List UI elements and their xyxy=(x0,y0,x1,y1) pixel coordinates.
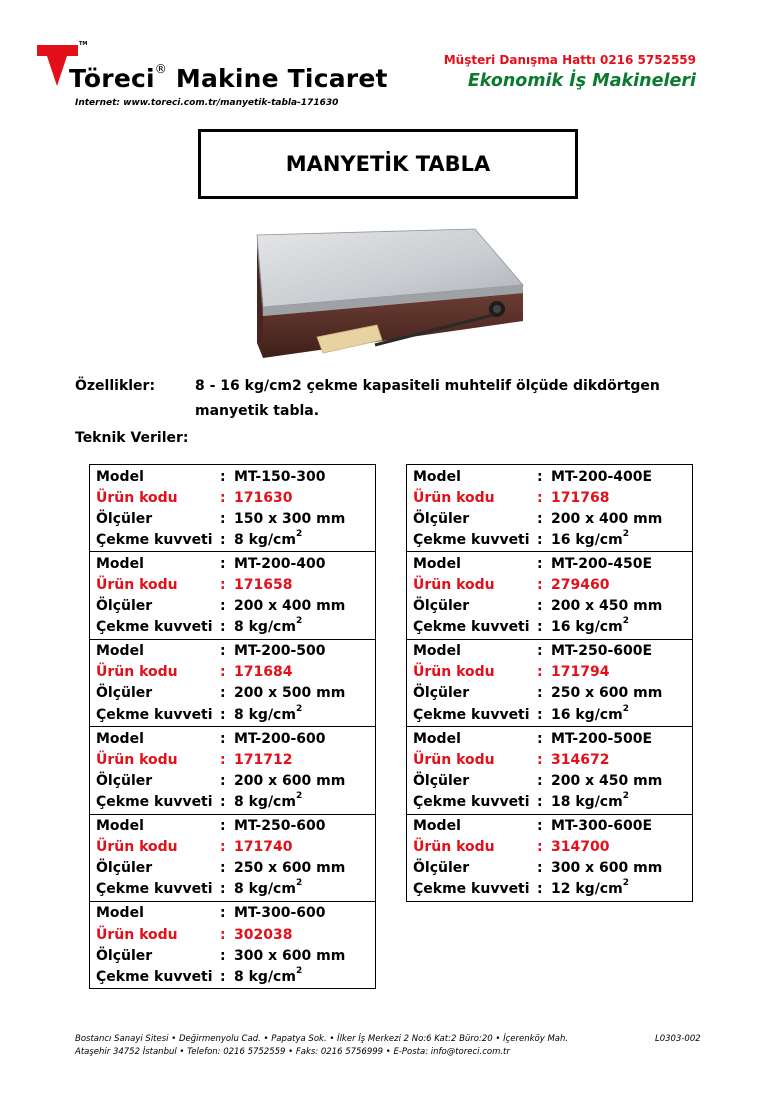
spec-value xyxy=(234,703,375,723)
spec-value xyxy=(234,731,375,747)
unit-superscript: 2 xyxy=(622,616,629,627)
spec-colon: : xyxy=(537,468,543,485)
spec-value xyxy=(551,773,692,789)
logo-t-bar xyxy=(37,45,78,56)
spec-row xyxy=(96,879,375,900)
spec-value xyxy=(551,839,692,855)
spec-label: Ölçüler xyxy=(96,510,153,527)
spec-value xyxy=(234,878,375,898)
spec-row xyxy=(413,466,692,487)
spec-row xyxy=(413,816,692,837)
spec-colon: : xyxy=(537,860,543,877)
spec-colon: : xyxy=(220,772,226,789)
spec-value xyxy=(551,616,692,636)
spec-colon: : xyxy=(220,555,226,572)
spec-value xyxy=(551,818,692,834)
spec-row xyxy=(96,966,375,987)
spec-colon: : xyxy=(220,860,226,877)
spec-value xyxy=(234,927,375,943)
title-box xyxy=(198,129,578,199)
spec-row xyxy=(413,529,692,550)
spec-value-text: 171658 xyxy=(234,577,293,594)
spec-value xyxy=(551,556,692,572)
spec-value xyxy=(551,685,692,701)
spec-table-right xyxy=(406,464,693,902)
spec-value xyxy=(551,643,692,659)
spec-label: Çekme kuvveti xyxy=(96,531,213,548)
spec-row xyxy=(413,574,692,595)
spec-label: Ürün kodu xyxy=(413,489,495,506)
spec-row xyxy=(96,704,375,725)
spec-label: Ürün kodu xyxy=(413,839,495,856)
spec-label: Model xyxy=(413,818,461,835)
spec-label: Ölçüler xyxy=(413,772,470,789)
spec-value xyxy=(234,790,375,810)
spec-label: Ölçüler xyxy=(96,947,153,964)
spec-row xyxy=(413,487,692,508)
spec-row xyxy=(96,749,375,770)
spec-label: Ürün kodu xyxy=(413,664,495,681)
spec-row xyxy=(413,553,692,574)
spec-colon: : xyxy=(220,489,226,506)
spec-row xyxy=(413,749,692,770)
spec-group xyxy=(89,814,376,902)
spec-row xyxy=(96,466,375,487)
spec-row xyxy=(413,704,692,725)
features-text-line2: manyetik tabla. xyxy=(195,403,320,419)
spec-label: Ürün kodu xyxy=(96,664,178,681)
spec-row xyxy=(96,791,375,812)
spec-row xyxy=(413,596,692,617)
spec-label: Model xyxy=(96,643,144,660)
spec-colon: : xyxy=(537,510,543,527)
spec-value-text: 16 kg/cm xyxy=(551,619,623,636)
brand-name xyxy=(69,64,388,93)
spec-label: Ölçüler xyxy=(413,510,470,527)
spec-value-text: 12 kg/cm xyxy=(551,881,623,898)
spec-label: Model xyxy=(96,905,144,922)
spec-row xyxy=(413,858,692,879)
spec-value xyxy=(234,839,375,855)
spec-label: Model xyxy=(413,468,461,485)
unit-superscript: 2 xyxy=(295,703,303,714)
spec-colon: : xyxy=(537,881,543,898)
spec-value xyxy=(234,664,375,680)
spec-value xyxy=(234,965,375,985)
spec-row xyxy=(96,903,375,924)
spec-group xyxy=(406,726,693,814)
spec-value xyxy=(234,773,375,789)
spec-colon: : xyxy=(537,489,543,506)
spec-colon: : xyxy=(220,881,226,898)
unit-superscript: 2 xyxy=(622,878,629,889)
unit-superscript: 2 xyxy=(295,878,303,889)
spec-value-text: MT-200-500E xyxy=(551,730,653,747)
spec-value-text: 200 x 600 mm xyxy=(234,772,346,789)
hotline: Müşteri Danışma Hattı 0216 5752559 xyxy=(443,53,696,67)
spec-label: Model xyxy=(413,730,461,747)
spec-value-text: 200 x 500 mm xyxy=(234,685,346,702)
spec-colon: : xyxy=(220,730,226,747)
spec-value-text: 8 kg/cm xyxy=(234,968,296,985)
spec-colon: : xyxy=(220,685,226,702)
spec-label: Ürün kodu xyxy=(413,751,495,768)
spec-value-text: MT-200-600 xyxy=(234,730,326,747)
spec-colon: : xyxy=(220,643,226,660)
spec-row xyxy=(413,879,692,900)
spec-colon: : xyxy=(220,905,226,922)
unit-superscript: 2 xyxy=(295,528,303,539)
spec-row xyxy=(96,487,375,508)
spec-value xyxy=(551,598,692,614)
spec-row xyxy=(96,508,375,529)
spec-value xyxy=(551,878,692,898)
spec-colon: : xyxy=(220,510,226,527)
spec-colon: : xyxy=(220,706,226,723)
spec-value xyxy=(234,577,375,593)
spec-value-text: 250 x 600 mm xyxy=(551,685,663,702)
unit-superscript: 2 xyxy=(622,703,629,714)
spec-value xyxy=(234,556,375,572)
spec-value-text: 300 x 600 mm xyxy=(551,860,663,877)
unit-superscript: 2 xyxy=(622,528,629,539)
spec-colon: : xyxy=(537,643,543,660)
spec-colon: : xyxy=(537,793,543,810)
spec-value xyxy=(234,860,375,876)
spec-table-left xyxy=(89,464,376,989)
spec-label: Çekme kuvveti xyxy=(413,793,530,810)
spec-value xyxy=(234,616,375,636)
spec-row xyxy=(96,924,375,945)
spec-row xyxy=(413,837,692,858)
spec-row xyxy=(96,816,375,837)
spec-label: Ölçüler xyxy=(413,685,470,702)
spec-colon: : xyxy=(220,664,226,681)
spec-row xyxy=(96,837,375,858)
spec-label: Ölçüler xyxy=(413,598,470,615)
spec-value-text: 279460 xyxy=(551,577,610,594)
footer-contact: Ataşehir 34752 İstanbul • Telefon: 0216 5752559 • Faks: 0216 5756999 • E-Posta: info@toreci.com.tr xyxy=(75,1047,510,1057)
spec-label: Ürün kodu xyxy=(96,839,178,856)
spec-colon: : xyxy=(220,619,226,636)
spec-colon: : xyxy=(537,730,543,747)
spec-value-text: 171630 xyxy=(234,489,293,506)
spec-row xyxy=(96,529,375,550)
spec-value-text: 200 x 450 mm xyxy=(551,772,663,789)
unit-superscript: 2 xyxy=(295,965,303,976)
spec-value-text: 150 x 300 mm xyxy=(234,510,346,527)
spec-label: Model xyxy=(96,730,144,747)
spec-colon: : xyxy=(537,531,543,548)
spec-value-text: 314672 xyxy=(551,751,610,768)
spec-value-text: MT-300-600 xyxy=(234,905,326,922)
spec-row xyxy=(96,553,375,574)
spec-value xyxy=(551,528,692,548)
spec-value xyxy=(234,490,375,506)
spec-value-text: MT-200-400 xyxy=(234,555,326,572)
spec-row xyxy=(96,596,375,617)
spec-label: Model xyxy=(413,555,461,572)
spec-row xyxy=(413,728,692,749)
spec-group xyxy=(89,464,376,552)
spec-group xyxy=(406,551,693,639)
magnetic-table-image xyxy=(235,215,535,360)
spec-label: Çekme kuvveti xyxy=(96,968,213,985)
technical-data-label: Teknik Veriler: xyxy=(75,430,189,446)
spec-row xyxy=(96,728,375,749)
spec-colon: : xyxy=(537,577,543,594)
spec-row xyxy=(413,662,692,683)
spec-value-text: 171684 xyxy=(234,664,293,681)
spec-value xyxy=(551,703,692,723)
spec-label: Model xyxy=(96,818,144,835)
spec-row xyxy=(96,617,375,638)
spec-row xyxy=(96,641,375,662)
spec-row xyxy=(96,683,375,704)
spec-label: Çekme kuvveti xyxy=(413,706,530,723)
spec-group xyxy=(89,551,376,639)
features-text-line1: 8 - 16 kg/cm2 çekme kapasiteli muhtelif ölçüde dikdörtgen xyxy=(195,378,660,394)
spec-value-text: MT-200-400E xyxy=(551,468,653,485)
spec-value-text: 250 x 600 mm xyxy=(234,860,346,877)
unit-superscript: 2 xyxy=(295,616,303,627)
spec-label: Model xyxy=(96,468,144,485)
spec-value-text: 300 x 600 mm xyxy=(234,947,346,964)
spec-label: Çekme kuvveti xyxy=(96,881,213,898)
spec-value xyxy=(234,598,375,614)
spec-colon: : xyxy=(537,751,543,768)
spec-value xyxy=(551,511,692,527)
spec-label: Ölçüler xyxy=(96,685,153,702)
spec-group xyxy=(89,726,376,814)
spec-value-text: 18 kg/cm xyxy=(551,793,623,810)
spec-label: Çekme kuvveti xyxy=(413,881,530,898)
spec-colon: : xyxy=(220,968,226,985)
spec-colon: : xyxy=(537,839,543,856)
spec-row xyxy=(96,662,375,683)
spec-colon: : xyxy=(220,947,226,964)
spec-value xyxy=(551,860,692,876)
spec-value xyxy=(234,643,375,659)
spec-colon: : xyxy=(220,468,226,485)
spec-value xyxy=(234,905,375,921)
spec-colon: : xyxy=(220,751,226,768)
spec-row xyxy=(413,641,692,662)
spec-value-text: 200 x 400 mm xyxy=(234,598,346,615)
spec-row xyxy=(96,574,375,595)
spec-value-text: 171768 xyxy=(551,489,610,506)
spec-row xyxy=(413,770,692,791)
spec-colon: : xyxy=(220,839,226,856)
spec-group xyxy=(89,901,376,989)
spec-value-text: MT-200-450E xyxy=(551,555,653,572)
spec-colon: : xyxy=(220,793,226,810)
spec-row xyxy=(96,945,375,966)
spec-row xyxy=(413,617,692,638)
features-label: Özellikler: xyxy=(75,378,156,394)
spec-group xyxy=(406,639,693,727)
spec-value xyxy=(234,528,375,548)
spec-colon: : xyxy=(537,555,543,572)
spec-colon: : xyxy=(537,685,543,702)
spec-colon: : xyxy=(537,706,543,723)
spec-colon: : xyxy=(537,664,543,681)
spec-colon: : xyxy=(537,818,543,835)
spec-group xyxy=(89,639,376,727)
spec-label: Ürün kodu xyxy=(413,577,495,594)
spec-value-text: 8 kg/cm xyxy=(234,881,296,898)
spec-value xyxy=(551,790,692,810)
spec-label: Ürün kodu xyxy=(96,577,178,594)
spec-value-text: MT-250-600 xyxy=(234,818,326,835)
footer-address: Bostancı Sanayi Sitesi • Değirmenyolu Cad. • Papatya Sok. • İlker İş Merkezi 2 No:6 Kat:2 Büro:20 • İçerenköy Mah. xyxy=(75,1034,569,1044)
spec-colon: : xyxy=(220,531,226,548)
spec-value-text: MT-250-600E xyxy=(551,643,653,660)
spec-row xyxy=(413,508,692,529)
spec-value-text: 8 kg/cm xyxy=(234,619,296,636)
internet-link[interactable]: Internet: www.toreci.com.tr/manyetik-tabla-171630 xyxy=(75,98,339,108)
spec-colon: : xyxy=(220,926,226,943)
page-title: MANYETİK TABLA xyxy=(285,152,491,176)
spec-value xyxy=(551,664,692,680)
slogan: Ekonomik İş Makineleri xyxy=(467,71,696,91)
spec-value-text: 16 kg/cm xyxy=(551,531,623,548)
spec-value xyxy=(551,577,692,593)
spec-value xyxy=(234,685,375,701)
spec-row xyxy=(413,683,692,704)
spec-label: Ürün kodu xyxy=(96,751,178,768)
spec-value-text: 8 kg/cm xyxy=(234,793,296,810)
spec-label: Model xyxy=(96,555,144,572)
spec-value-text: 200 x 450 mm xyxy=(551,598,663,615)
spec-value xyxy=(234,752,375,768)
spec-label: Ürün kodu xyxy=(96,926,178,943)
spec-value xyxy=(551,731,692,747)
spec-label: Ürün kodu xyxy=(96,489,178,506)
spec-label: Çekme kuvveti xyxy=(96,706,213,723)
spec-value xyxy=(234,511,375,527)
spec-group xyxy=(406,464,693,552)
spec-label: Çekme kuvveti xyxy=(413,619,530,636)
spec-label: Çekme kuvveti xyxy=(96,793,213,810)
spec-value xyxy=(551,469,692,485)
brand-reg-mark: ® xyxy=(154,62,167,76)
logo-tm: TM xyxy=(79,41,88,47)
spec-label: Ölçüler xyxy=(96,860,153,877)
spec-value-text: 302038 xyxy=(234,926,293,943)
document-code: L0303-002 xyxy=(655,1034,701,1044)
brand-first: Töreci xyxy=(69,64,155,93)
spec-label: Model xyxy=(413,643,461,660)
spec-value-text: 8 kg/cm xyxy=(234,706,296,723)
spec-value-text: 8 kg/cm xyxy=(234,531,296,548)
spec-colon: : xyxy=(220,598,226,615)
spec-colon: : xyxy=(220,577,226,594)
spec-row xyxy=(96,858,375,879)
spec-value-text: 200 x 400 mm xyxy=(551,510,663,527)
logo-t-stem xyxy=(47,56,67,86)
spec-value xyxy=(551,490,692,506)
spec-label: Çekme kuvveti xyxy=(96,619,213,636)
spec-value-text: 171740 xyxy=(234,839,293,856)
spec-colon: : xyxy=(537,772,543,789)
spec-value-text: MT-300-600E xyxy=(551,818,653,835)
spec-colon: : xyxy=(537,598,543,615)
spec-value-text: 171794 xyxy=(551,664,610,681)
spec-value xyxy=(551,752,692,768)
spec-value xyxy=(234,469,375,485)
spec-row xyxy=(413,791,692,812)
spec-row xyxy=(96,770,375,791)
spec-colon: : xyxy=(537,619,543,636)
unit-superscript: 2 xyxy=(295,790,303,801)
spec-value-text: 171712 xyxy=(234,751,293,768)
spec-label: Ölçüler xyxy=(96,598,153,615)
spec-colon: : xyxy=(220,818,226,835)
spec-label: Ölçüler xyxy=(413,860,470,877)
spec-value-text: MT-200-500 xyxy=(234,643,326,660)
spec-label: Çekme kuvveti xyxy=(413,531,530,548)
spec-value-text: MT-150-300 xyxy=(234,468,326,485)
spec-value xyxy=(234,948,375,964)
brand-rest: Makine Ticaret xyxy=(166,64,388,93)
unit-superscript: 2 xyxy=(622,790,629,801)
spec-value xyxy=(234,818,375,834)
spec-value-text: 16 kg/cm xyxy=(551,706,623,723)
spec-group xyxy=(406,814,693,902)
spec-label: Ölçüler xyxy=(96,772,153,789)
spec-value-text: 314700 xyxy=(551,839,610,856)
